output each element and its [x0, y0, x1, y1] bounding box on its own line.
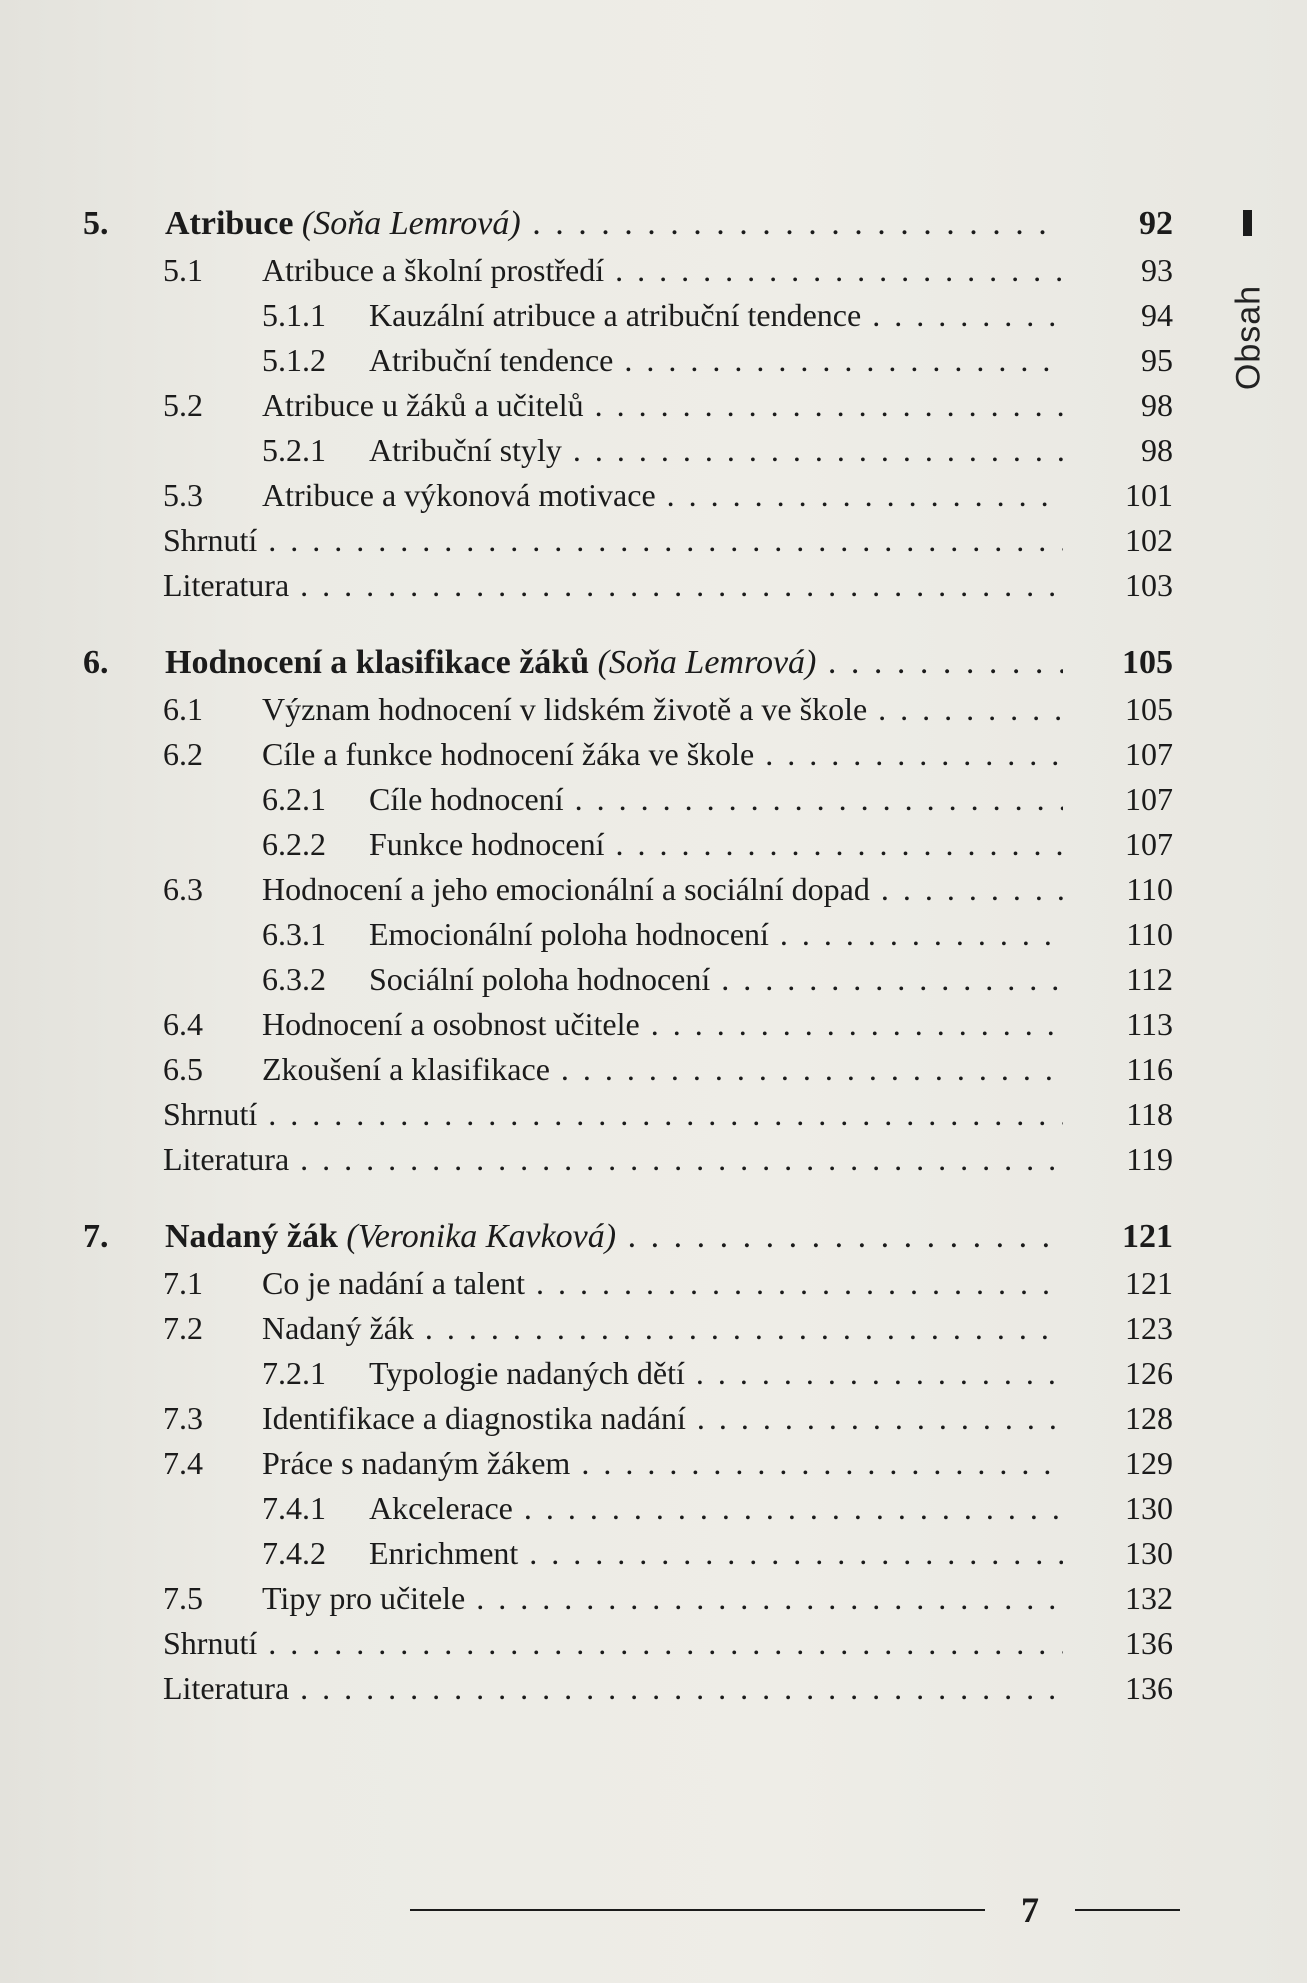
- entry-number: 6.3.2: [262, 961, 326, 997]
- entry-title-text: Emocionální poloha hodnocení: [369, 916, 769, 952]
- entry-page: 128: [1125, 1400, 1173, 1436]
- entry-title-text: Význam hodnocení v lidském životě a ve škole: [262, 691, 868, 727]
- entry-number: 6.2.2: [262, 826, 326, 862]
- chapter-page: 92: [1139, 205, 1173, 242]
- entry-title: [369, 338, 1063, 383]
- chapter-title-text: Atribuce: [165, 205, 294, 242]
- entry-number: 7.4.2: [262, 1535, 326, 1571]
- toc-entry: [83, 1531, 1173, 1576]
- toc-entry: [83, 473, 1173, 518]
- entry-title: [262, 687, 1063, 732]
- side-tab-bar: [1243, 210, 1252, 236]
- entry-title-text: Cíle a funkce hodnocení žáka ve škole: [262, 736, 755, 772]
- entry-title: [369, 822, 1063, 867]
- entry-page: 136: [1125, 1625, 1173, 1661]
- chapter-title-text: Nadaný žák: [165, 1218, 338, 1255]
- table-of-contents: [83, 200, 1173, 1742]
- entry-title: [262, 248, 1063, 293]
- entry-page: 112: [1126, 961, 1173, 997]
- toc-chapter: [83, 1213, 1173, 1711]
- entry-title: [163, 563, 1063, 608]
- entry-title: [369, 777, 1063, 822]
- chapter-title: [165, 200, 1063, 248]
- entry-title-text: Zkoušení a klasifikace: [262, 1051, 550, 1087]
- entry-title-text: Atribuce u žáků a učitelů: [262, 387, 584, 423]
- entry-title: [262, 1047, 1063, 1092]
- entry-title-text: Literatura: [163, 1670, 290, 1706]
- entry-number: 6.2.1: [262, 781, 326, 817]
- entry-number: 6.1: [163, 691, 203, 727]
- toc-entry: [83, 1351, 1173, 1396]
- entry-title: [163, 1666, 1063, 1711]
- entry-title: [369, 1351, 1063, 1396]
- entry-title: [262, 1576, 1063, 1621]
- entry-page: 126: [1125, 1355, 1173, 1391]
- chapter-title: [165, 1213, 1063, 1261]
- toc-entry: [83, 732, 1173, 777]
- entry-page: 129: [1125, 1445, 1173, 1481]
- toc-entry: [83, 1576, 1173, 1621]
- chapter-author: (Soňa Lemrová): [597, 644, 817, 681]
- toc-entry: [83, 957, 1173, 1002]
- toc-entry: [83, 1092, 1173, 1137]
- entry-title: [262, 732, 1063, 777]
- entry-title: [369, 1486, 1063, 1531]
- toc-entry: [83, 912, 1173, 957]
- toc-entry: [83, 1002, 1173, 1047]
- entry-number: 5.2: [163, 387, 203, 423]
- entry-number: 5.1.1: [262, 297, 326, 333]
- entry-title: [262, 1396, 1063, 1441]
- entry-page: 107: [1125, 781, 1173, 817]
- entry-title-text: Literatura: [163, 567, 290, 603]
- chapter-number: 6.: [83, 644, 109, 681]
- section-side-tab: [1229, 210, 1269, 400]
- entry-title: [163, 518, 1063, 563]
- toc-entry: [83, 822, 1173, 867]
- toc-entry: [83, 1137, 1173, 1182]
- entry-title-text: Shrnutí: [163, 1625, 258, 1661]
- entry-number: 5.3: [163, 477, 203, 513]
- toc-entry: [83, 248, 1173, 293]
- entry-title-text: Tipy pro učitele: [262, 1580, 466, 1616]
- chapter-page: 121: [1122, 1218, 1173, 1255]
- entry-title-text: Atribuce a výkonová motivace: [262, 477, 656, 513]
- entry-title-text: Hodnocení a osobnost učitele: [262, 1006, 640, 1042]
- entry-page: 94: [1141, 297, 1173, 333]
- entry-page: 110: [1126, 871, 1173, 907]
- toc-entry: [83, 777, 1173, 822]
- entry-page: 93: [1141, 252, 1173, 288]
- entry-title: [262, 867, 1063, 912]
- toc-entry: [83, 1441, 1173, 1486]
- entry-page: 123: [1125, 1310, 1173, 1346]
- entry-number: 7.4: [163, 1445, 203, 1481]
- entry-number: 6.3: [163, 871, 203, 907]
- toc-chapter-heading: [83, 200, 1173, 248]
- toc-entry: [83, 383, 1173, 428]
- toc-entry: [83, 1306, 1173, 1351]
- toc-chapter: [83, 200, 1173, 608]
- footer-rule-right: [1075, 1909, 1180, 1911]
- entry-page: 110: [1126, 916, 1173, 952]
- entry-title: [369, 293, 1063, 338]
- entry-page: 136: [1125, 1670, 1173, 1706]
- entry-title-text: Typologie nadaných dětí: [369, 1355, 685, 1391]
- chapter-title: [165, 639, 1063, 687]
- page-footer: [410, 1885, 1180, 1935]
- entry-title-text: Nadaný žák: [262, 1310, 414, 1346]
- toc-entry: [83, 1047, 1173, 1092]
- entry-title: [163, 1092, 1063, 1137]
- entry-page: 98: [1141, 432, 1173, 468]
- entry-number: 6.2: [163, 736, 203, 772]
- entry-title: [262, 473, 1063, 518]
- toc-entry: [83, 1666, 1173, 1711]
- entry-number: 5.2.1: [262, 432, 326, 468]
- entry-page: 102: [1125, 522, 1173, 558]
- toc-entry: [83, 563, 1173, 608]
- entry-title-text: Literatura: [163, 1141, 290, 1177]
- chapter-author: (Veronika Kavková): [346, 1218, 617, 1255]
- entry-number: 6.4: [163, 1006, 203, 1042]
- entry-page: 105: [1125, 691, 1173, 727]
- entry-number: 7.2.1: [262, 1355, 326, 1391]
- entry-title: [369, 1531, 1063, 1576]
- entry-page: 113: [1126, 1006, 1173, 1042]
- entry-title: [262, 1441, 1063, 1486]
- entry-page: 119: [1126, 1141, 1173, 1177]
- entry-title-text: Práce s nadaným žákem: [262, 1445, 571, 1481]
- entry-title: [262, 1261, 1063, 1306]
- chapter-number: 5.: [83, 205, 109, 242]
- entry-number: 5.1.2: [262, 342, 326, 378]
- toc-chapter: [83, 639, 1173, 1182]
- entry-title: [163, 1621, 1063, 1666]
- entry-title-text: Enrichment: [369, 1535, 519, 1571]
- entry-number: 5.1: [163, 252, 203, 288]
- entry-page: 130: [1125, 1535, 1173, 1571]
- entry-title: [369, 957, 1063, 1002]
- toc-entry: [83, 687, 1173, 732]
- entry-title-text: Atribuční tendence: [369, 342, 614, 378]
- entry-number: 6.3.1: [262, 916, 326, 952]
- entry-title: [163, 1137, 1063, 1182]
- entry-title-text: Atribuční styly: [369, 432, 562, 468]
- entry-title: [369, 912, 1063, 957]
- entry-number: 7.1: [163, 1265, 203, 1301]
- toc-chapter-heading: [83, 639, 1173, 687]
- entry-title-text: Sociální poloha hodnocení: [369, 961, 711, 997]
- chapter-title-text: Hodnocení a klasifikace žáků: [165, 644, 590, 681]
- entry-title-text: Shrnutí: [163, 1096, 258, 1132]
- entry-title-text: Identifikace a diagnostika nadání: [262, 1400, 686, 1436]
- entry-page: 101: [1125, 477, 1173, 513]
- toc-entry: [83, 293, 1173, 338]
- toc-chapter-heading: [83, 1213, 1173, 1261]
- toc-entry: [83, 1486, 1173, 1531]
- side-tab-label: Obsah: [1229, 284, 1268, 391]
- entry-title-text: Funkce hodnocení: [369, 826, 605, 862]
- entry-number: 7.3: [163, 1400, 203, 1436]
- chapter-number: 7.: [83, 1218, 109, 1255]
- toc-entry: [83, 338, 1173, 383]
- toc-entry: [83, 518, 1173, 563]
- entry-page: 107: [1125, 826, 1173, 862]
- entry-page: 121: [1125, 1265, 1173, 1301]
- page-number: 7: [1021, 1890, 1039, 1930]
- entry-title-text: Co je nadání a talent: [262, 1265, 526, 1301]
- entry-page: 95: [1141, 342, 1173, 378]
- entry-title-text: Kauzální atribuce a atribuční tendence: [369, 297, 862, 333]
- footer-rule-left: [410, 1909, 985, 1911]
- entry-page: 116: [1126, 1051, 1173, 1087]
- toc-entry: [83, 1621, 1173, 1666]
- entry-page: 132: [1125, 1580, 1173, 1616]
- entry-page: 107: [1125, 736, 1173, 772]
- entry-page: 118: [1126, 1096, 1173, 1132]
- chapter-page: 105: [1122, 644, 1173, 681]
- entry-title: [262, 1002, 1063, 1047]
- entry-page: 130: [1125, 1490, 1173, 1526]
- entry-title-text: Hodnocení a jeho emocionální a sociální dopad: [262, 871, 870, 907]
- entry-number: 7.5: [163, 1580, 203, 1616]
- chapter-author: (Soňa Lemrová): [301, 205, 521, 242]
- entry-number: 7.2: [163, 1310, 203, 1346]
- entry-number: 6.5: [163, 1051, 203, 1087]
- entry-title: [262, 383, 1063, 428]
- toc-entry: [83, 1396, 1173, 1441]
- entry-title-text: Atribuce a školní prostředí: [262, 252, 605, 288]
- entry-page: 98: [1141, 387, 1173, 423]
- entry-title: [262, 1306, 1063, 1351]
- entry-title: [369, 428, 1063, 473]
- toc-entry: [83, 867, 1173, 912]
- toc-entry: [83, 428, 1173, 473]
- entry-title-text: Cíle hodnocení: [369, 781, 564, 817]
- entry-title-text: Akcelerace: [369, 1490, 513, 1526]
- entry-page: 103: [1125, 567, 1173, 603]
- entry-title-text: Shrnutí: [163, 522, 258, 558]
- entry-number: 7.4.1: [262, 1490, 326, 1526]
- toc-entry: [83, 1261, 1173, 1306]
